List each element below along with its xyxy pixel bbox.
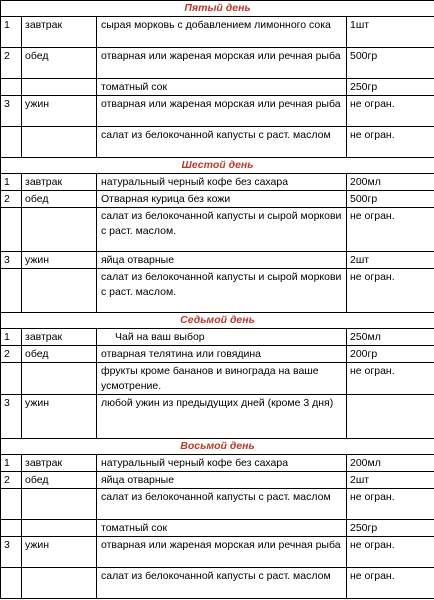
day-title: Восьмой день xyxy=(1,439,434,455)
meal-number xyxy=(1,79,22,96)
table-row xyxy=(1,537,434,568)
food-item: натуральный черный кофе без сахара xyxy=(97,174,347,191)
meal-number: 1 xyxy=(1,174,22,191)
food-item: салат из белокочанной капусты с раст. маслом xyxy=(97,568,347,599)
food-quantity: 2шт xyxy=(347,252,434,269)
day-heading-row xyxy=(1,313,434,329)
food-quantity: 2шт xyxy=(347,472,434,489)
meal-name xyxy=(22,363,97,395)
day-heading-row xyxy=(1,1,434,17)
table-row xyxy=(1,252,434,269)
food-item: яйца отварные xyxy=(97,252,347,269)
day-heading-row xyxy=(1,158,434,174)
food-item: томатный сок xyxy=(97,520,347,537)
meal-number xyxy=(1,363,22,395)
food-quantity: не огран. xyxy=(347,537,434,568)
food-quantity: не огран. xyxy=(347,208,434,252)
table-row xyxy=(1,329,434,346)
table-row xyxy=(1,127,434,158)
meal-number: 1 xyxy=(1,455,22,472)
food-quantity: 250гр xyxy=(347,520,434,537)
food-quantity: 200мл xyxy=(347,174,434,191)
meal-number xyxy=(1,269,22,313)
meal-name: ужин xyxy=(22,96,97,127)
table-row xyxy=(1,79,434,96)
day-title: Седьмой день xyxy=(1,313,434,329)
food-item: яйца отварные xyxy=(97,472,347,489)
food-item: салат из белокочанной капусты с раст. маслом xyxy=(97,489,347,520)
table-row xyxy=(1,489,434,520)
food-item: томатный сок xyxy=(97,79,347,96)
food-item: салат из белокочанной капусты и сырой моркови с раст. маслом. xyxy=(97,208,347,252)
food-quantity: 500гр xyxy=(347,48,434,79)
meal-name xyxy=(22,79,97,96)
food-quantity: 250мл xyxy=(347,329,434,346)
meal-name: обед xyxy=(22,346,97,363)
food-item: салат из белокочанной капусты с раст. маслом xyxy=(97,127,347,158)
meal-number xyxy=(1,208,22,252)
food-item: отварная или жареная морская или речная рыба xyxy=(97,48,347,79)
meal-name: завтрак xyxy=(22,17,97,48)
food-quantity: 500гр xyxy=(347,191,434,208)
table-row xyxy=(1,96,434,127)
table-row xyxy=(1,520,434,537)
diet-table-body xyxy=(1,1,434,599)
table-row xyxy=(1,455,434,472)
table-row xyxy=(1,472,434,489)
food-item: натуральный черный кофе без сахара xyxy=(97,455,347,472)
food-quantity: не огран. xyxy=(347,96,434,127)
food-item: Отварная курица без кожи xyxy=(97,191,347,208)
meal-number: 3 xyxy=(1,395,22,439)
meal-name xyxy=(22,269,97,313)
meal-number: 2 xyxy=(1,191,22,208)
meal-name: обед xyxy=(22,472,97,489)
table-row xyxy=(1,208,434,252)
day-heading-row xyxy=(1,439,434,455)
food-item: отварная телятина или говядина xyxy=(97,346,347,363)
meal-number xyxy=(1,568,22,599)
meal-name: ужин xyxy=(22,537,97,568)
meal-name xyxy=(22,489,97,520)
day-title: Шестой день xyxy=(1,158,434,174)
food-quantity: не огран. xyxy=(347,269,434,313)
table-row xyxy=(1,568,434,599)
table-row xyxy=(1,363,434,395)
table-row xyxy=(1,174,434,191)
meal-number: 2 xyxy=(1,48,22,79)
meal-number: 3 xyxy=(1,252,22,269)
food-quantity: не огран. xyxy=(347,568,434,599)
meal-number: 1 xyxy=(1,17,22,48)
meal-name: завтрак xyxy=(22,329,97,346)
food-quantity: 200мл xyxy=(347,455,434,472)
meal-number: 3 xyxy=(1,537,22,568)
meal-name xyxy=(22,208,97,252)
meal-name xyxy=(22,568,97,599)
table-row xyxy=(1,395,434,439)
meal-name: завтрак xyxy=(22,174,97,191)
meal-number: 2 xyxy=(1,472,22,489)
table-row xyxy=(1,346,434,363)
meal-name xyxy=(22,520,97,537)
day-title: Пятый день xyxy=(1,1,434,17)
food-quantity: не огран. xyxy=(347,127,434,158)
food-item: отварная или жареная морская или речная рыба xyxy=(97,96,347,127)
meal-name: обед xyxy=(22,48,97,79)
meal-name: ужин xyxy=(22,252,97,269)
meal-number: 3 xyxy=(1,96,22,127)
food-item: фрукты кроме бананов и винограда на ваше усмотрение. xyxy=(97,363,347,395)
food-quantity: не огран. xyxy=(347,489,434,520)
table-row xyxy=(1,48,434,79)
food-quantity: не огран. xyxy=(347,363,434,395)
meal-name: завтрак xyxy=(22,455,97,472)
food-item: отварная или жареная морская или речная рыба xyxy=(97,537,347,568)
meal-number: 1 xyxy=(1,329,22,346)
food-quantity: 250гр xyxy=(347,79,434,96)
meal-number xyxy=(1,127,22,158)
food-item: салат из белокочанной капусты и сырой моркови с раст. маслом. xyxy=(97,269,347,313)
meal-name: обед xyxy=(22,191,97,208)
meal-number: 2 xyxy=(1,346,22,363)
table-row xyxy=(1,17,434,48)
meal-number xyxy=(1,489,22,520)
table-row xyxy=(1,269,434,313)
food-item: Чай на ваш выбор xyxy=(97,329,347,346)
food-item: сырая морковь с добавлением лимонного сока xyxy=(97,17,347,48)
table-row xyxy=(1,191,434,208)
meal-name: ужин xyxy=(22,395,97,439)
food-item: любой ужин из предыдущих дней (кроме 3 дня) xyxy=(97,395,347,439)
meal-number xyxy=(1,520,22,537)
food-quantity: 200гр xyxy=(347,346,434,363)
food-quantity: 1шт xyxy=(347,17,434,48)
meal-name xyxy=(22,127,97,158)
food-quantity xyxy=(347,395,434,439)
